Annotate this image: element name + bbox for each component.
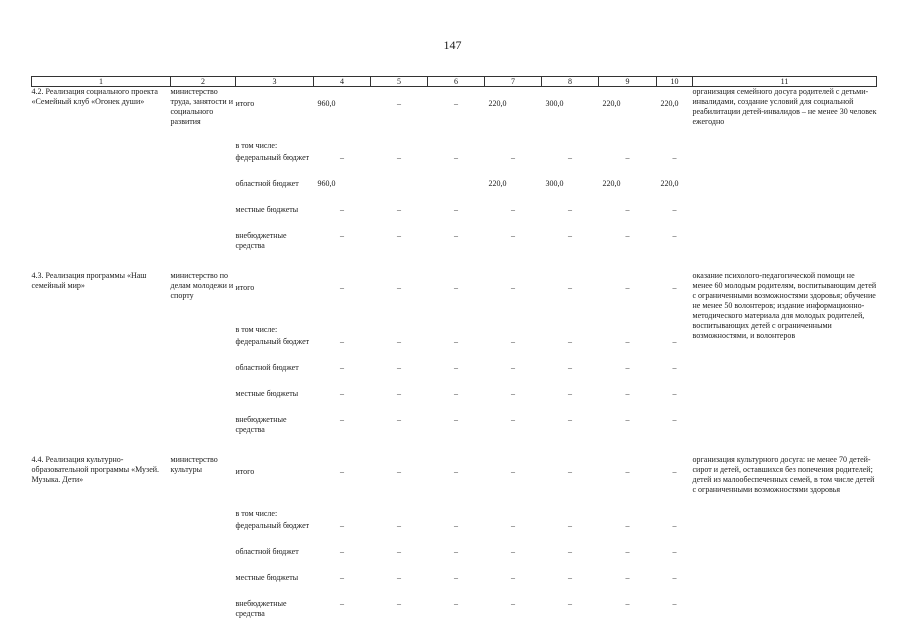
- funding-value: [599, 135, 657, 153]
- funding-value: –: [625, 573, 630, 582]
- funding-value: –: [340, 205, 344, 214]
- table-row: [32, 271, 877, 319]
- funding-value: –: [340, 153, 344, 162]
- funding-value: –: [511, 467, 515, 476]
- funding-value: –: [625, 363, 630, 372]
- funding-value: –: [625, 599, 630, 608]
- funding-value: 220,0: [488, 179, 507, 188]
- funding-value: –: [397, 599, 401, 608]
- column-header: 1: [32, 77, 171, 87]
- funding-value: –: [672, 231, 677, 240]
- funding-value: [314, 319, 371, 337]
- funding-value: –: [672, 599, 677, 608]
- funding-value: [428, 503, 485, 521]
- column-header: 7: [485, 77, 542, 87]
- program-name: 4.2. Реализация социального проекта «Семейный клуб «Огонек души»: [31, 87, 158, 106]
- funding-value: –: [397, 231, 401, 240]
- funding-source: федеральный бюджет: [235, 337, 310, 346]
- funding-value: –: [672, 415, 677, 424]
- funding-source: областной бюджет: [235, 363, 299, 372]
- funding-value: –: [672, 283, 677, 292]
- executor-name: министерство культуры: [170, 455, 218, 474]
- funding-source: местные бюджеты: [235, 573, 299, 582]
- spacer-cell: [32, 441, 877, 455]
- funding-value: –: [672, 363, 677, 372]
- funding-value: [314, 503, 371, 521]
- funding-value: –: [511, 415, 515, 424]
- funding-value: –: [340, 547, 344, 556]
- funding-value: –: [568, 599, 572, 608]
- funding-value: –: [340, 283, 344, 292]
- column-header: 9: [599, 77, 657, 87]
- funding-value: –: [397, 415, 401, 424]
- funding-value: –: [672, 153, 677, 162]
- funding-value: –: [397, 153, 401, 162]
- funding-source: местные бюджеты: [235, 205, 299, 214]
- funding-value: –: [568, 283, 572, 292]
- funding-source: областной бюджет: [235, 547, 299, 556]
- funding-value: –: [397, 389, 401, 398]
- funding-value: –: [454, 283, 458, 292]
- funding-value: 220,0: [660, 179, 679, 188]
- funding-value: –: [625, 153, 630, 162]
- expected-result: организация культурного досуга: не менее 70 детей-сирот и детей, оставшихся без попечения родителей; детей из малообеспеченных семей, в том числе детей с ограниченными возможностями здоровья: [692, 455, 875, 494]
- funding-value: –: [568, 363, 572, 372]
- funding-value: –: [340, 467, 344, 476]
- funding-value: –: [397, 363, 401, 372]
- funding-value: [542, 503, 599, 521]
- funding-source: внебюджетные средства: [235, 415, 287, 434]
- section-spacer: [32, 441, 877, 455]
- funding-value: [371, 135, 428, 153]
- program-name: 4.4. Реализация культурно-образовательной программы «Музей. Музыка. Дети»: [31, 455, 160, 484]
- funding-value: –: [568, 467, 572, 476]
- funding-value: [599, 319, 657, 337]
- funding-value: –: [568, 231, 572, 240]
- executor-name: министерство по делам молодежи и спорту: [170, 271, 234, 300]
- funding-value: –: [397, 467, 401, 476]
- funding-value: –: [625, 231, 630, 240]
- funding-value: –: [397, 521, 401, 530]
- funding-value: –: [568, 521, 572, 530]
- funding-value: –: [454, 231, 458, 240]
- column-header: 3: [236, 77, 314, 87]
- funding-value: [542, 135, 599, 153]
- funding-value: [657, 319, 693, 337]
- funding-value: –: [625, 467, 630, 476]
- funding-value: –: [672, 573, 677, 582]
- funding-value: –: [511, 363, 515, 372]
- budget-table-body: [32, 87, 877, 626]
- funding-value: [485, 135, 542, 153]
- program-name: 4.3. Реализация программы «Наш семейный мир»: [31, 271, 147, 290]
- column-header: 10: [657, 77, 693, 87]
- funding-value: –: [397, 283, 401, 292]
- funding-source: итого: [235, 283, 255, 292]
- funding-source: областной бюджет: [235, 179, 299, 188]
- funding-value: –: [454, 521, 458, 530]
- funding-value: 300,0: [545, 179, 564, 188]
- funding-source: внебюджетные средства: [235, 599, 287, 618]
- funding-value: –: [454, 389, 458, 398]
- funding-value: –: [511, 521, 515, 530]
- funding-value: [314, 135, 371, 153]
- funding-value: –: [625, 337, 630, 346]
- funding-value: –: [511, 337, 515, 346]
- funding-source: внебюджетные средства: [235, 231, 287, 250]
- funding-source: в том числе:: [235, 509, 278, 518]
- funding-value: –: [568, 547, 572, 556]
- funding-value: [657, 135, 693, 153]
- funding-source: федеральный бюджет: [235, 153, 310, 162]
- funding-source: местные бюджеты: [235, 389, 299, 398]
- funding-value: [428, 179, 485, 205]
- expected-result: организация семейного досуга родителей с детьми-инвалидами, создание условий для социальной реабилитации детей-инвалидов – не менее 30 человек ежегодно: [692, 87, 877, 126]
- column-number-row: [32, 77, 877, 87]
- funding-value: –: [625, 205, 630, 214]
- executor-name: министерство труда, занятости и социального развития: [170, 87, 233, 126]
- funding-value: 960,0: [317, 179, 336, 188]
- funding-value: –: [511, 389, 515, 398]
- column-header: 8: [542, 77, 599, 87]
- column-header: 5: [371, 77, 428, 87]
- funding-value: –: [511, 547, 515, 556]
- funding-source: в том числе:: [235, 141, 278, 150]
- funding-value: 960,0: [317, 99, 336, 108]
- funding-value: [542, 319, 599, 337]
- funding-value: –: [340, 573, 344, 582]
- funding-value: –: [340, 363, 344, 372]
- funding-value: [371, 179, 428, 205]
- spacer-cell: [32, 257, 877, 271]
- funding-value: 300,0: [545, 99, 564, 108]
- funding-source: в том числе:: [235, 325, 278, 334]
- funding-value: –: [672, 389, 677, 398]
- funding-value: 220,0: [660, 99, 679, 108]
- funding-value: [485, 503, 542, 521]
- funding-value: –: [454, 153, 458, 162]
- table-row: [32, 455, 877, 503]
- column-header: 11: [693, 77, 877, 87]
- funding-value: –: [340, 599, 344, 608]
- funding-value: –: [568, 205, 572, 214]
- funding-value: [599, 503, 657, 521]
- column-header: 2: [171, 77, 236, 87]
- funding-value: –: [511, 205, 515, 214]
- funding-value: –: [511, 573, 515, 582]
- funding-value: –: [672, 467, 677, 476]
- funding-value: 220,0: [488, 99, 507, 108]
- funding-value: –: [454, 205, 458, 214]
- column-header: 6: [428, 77, 485, 87]
- funding-value: –: [625, 389, 630, 398]
- funding-value: –: [397, 547, 401, 556]
- funding-value: [371, 503, 428, 521]
- funding-value: –: [397, 99, 401, 108]
- funding-value: [371, 319, 428, 337]
- funding-value: –: [568, 573, 572, 582]
- table-row: [32, 87, 877, 136]
- funding-value: [485, 319, 542, 337]
- funding-value: –: [672, 521, 677, 530]
- funding-value: –: [672, 547, 677, 556]
- funding-source: федеральный бюджет: [235, 521, 310, 530]
- funding-value: –: [340, 337, 344, 346]
- funding-value: –: [454, 573, 458, 582]
- funding-value: –: [454, 337, 458, 346]
- funding-value: –: [511, 283, 515, 292]
- funding-value: –: [454, 415, 458, 424]
- expected-result: оказание психолого-педагогической помощи не менее 60 молодым родителям, воспитывающим детей с ограниченными возможностями здоровья; обучение не менее 50 волонтеров; издание информационно-методического материала для молодых родителей, воспитывающих детей с ограниченными возможностями, и волонтеров: [692, 271, 877, 340]
- funding-value: –: [454, 599, 458, 608]
- funding-value: [657, 503, 693, 521]
- budget-table-sheet: [31, 76, 876, 625]
- funding-value: –: [568, 153, 572, 162]
- funding-source: итого: [235, 99, 255, 108]
- funding-value: –: [625, 415, 630, 424]
- funding-value: –: [568, 389, 572, 398]
- funding-value: –: [625, 547, 630, 556]
- budget-table: [31, 76, 877, 625]
- funding-value: –: [340, 415, 344, 424]
- funding-value: [428, 135, 485, 153]
- page-number: 147: [443, 38, 462, 52]
- funding-value: –: [454, 363, 458, 372]
- funding-value: [428, 319, 485, 337]
- funding-value: –: [672, 205, 677, 214]
- funding-value: –: [625, 521, 630, 530]
- funding-value: –: [340, 231, 344, 240]
- funding-source: итого: [235, 467, 255, 476]
- funding-value: –: [511, 153, 515, 162]
- funding-value: –: [340, 521, 344, 530]
- funding-value: –: [397, 337, 401, 346]
- funding-value: –: [511, 599, 515, 608]
- funding-value: –: [454, 99, 458, 108]
- funding-value: –: [454, 467, 458, 476]
- funding-value: –: [454, 547, 458, 556]
- funding-value: –: [672, 337, 677, 346]
- funding-value: 220,0: [602, 99, 621, 108]
- column-header: 4: [314, 77, 371, 87]
- funding-value: –: [625, 283, 630, 292]
- funding-value: –: [511, 231, 515, 240]
- funding-value: 220,0: [602, 179, 621, 188]
- funding-value: –: [568, 415, 572, 424]
- funding-value: –: [397, 573, 401, 582]
- section-spacer: [32, 257, 877, 271]
- funding-value: –: [568, 337, 572, 346]
- funding-value: –: [340, 389, 344, 398]
- funding-value: –: [397, 205, 401, 214]
